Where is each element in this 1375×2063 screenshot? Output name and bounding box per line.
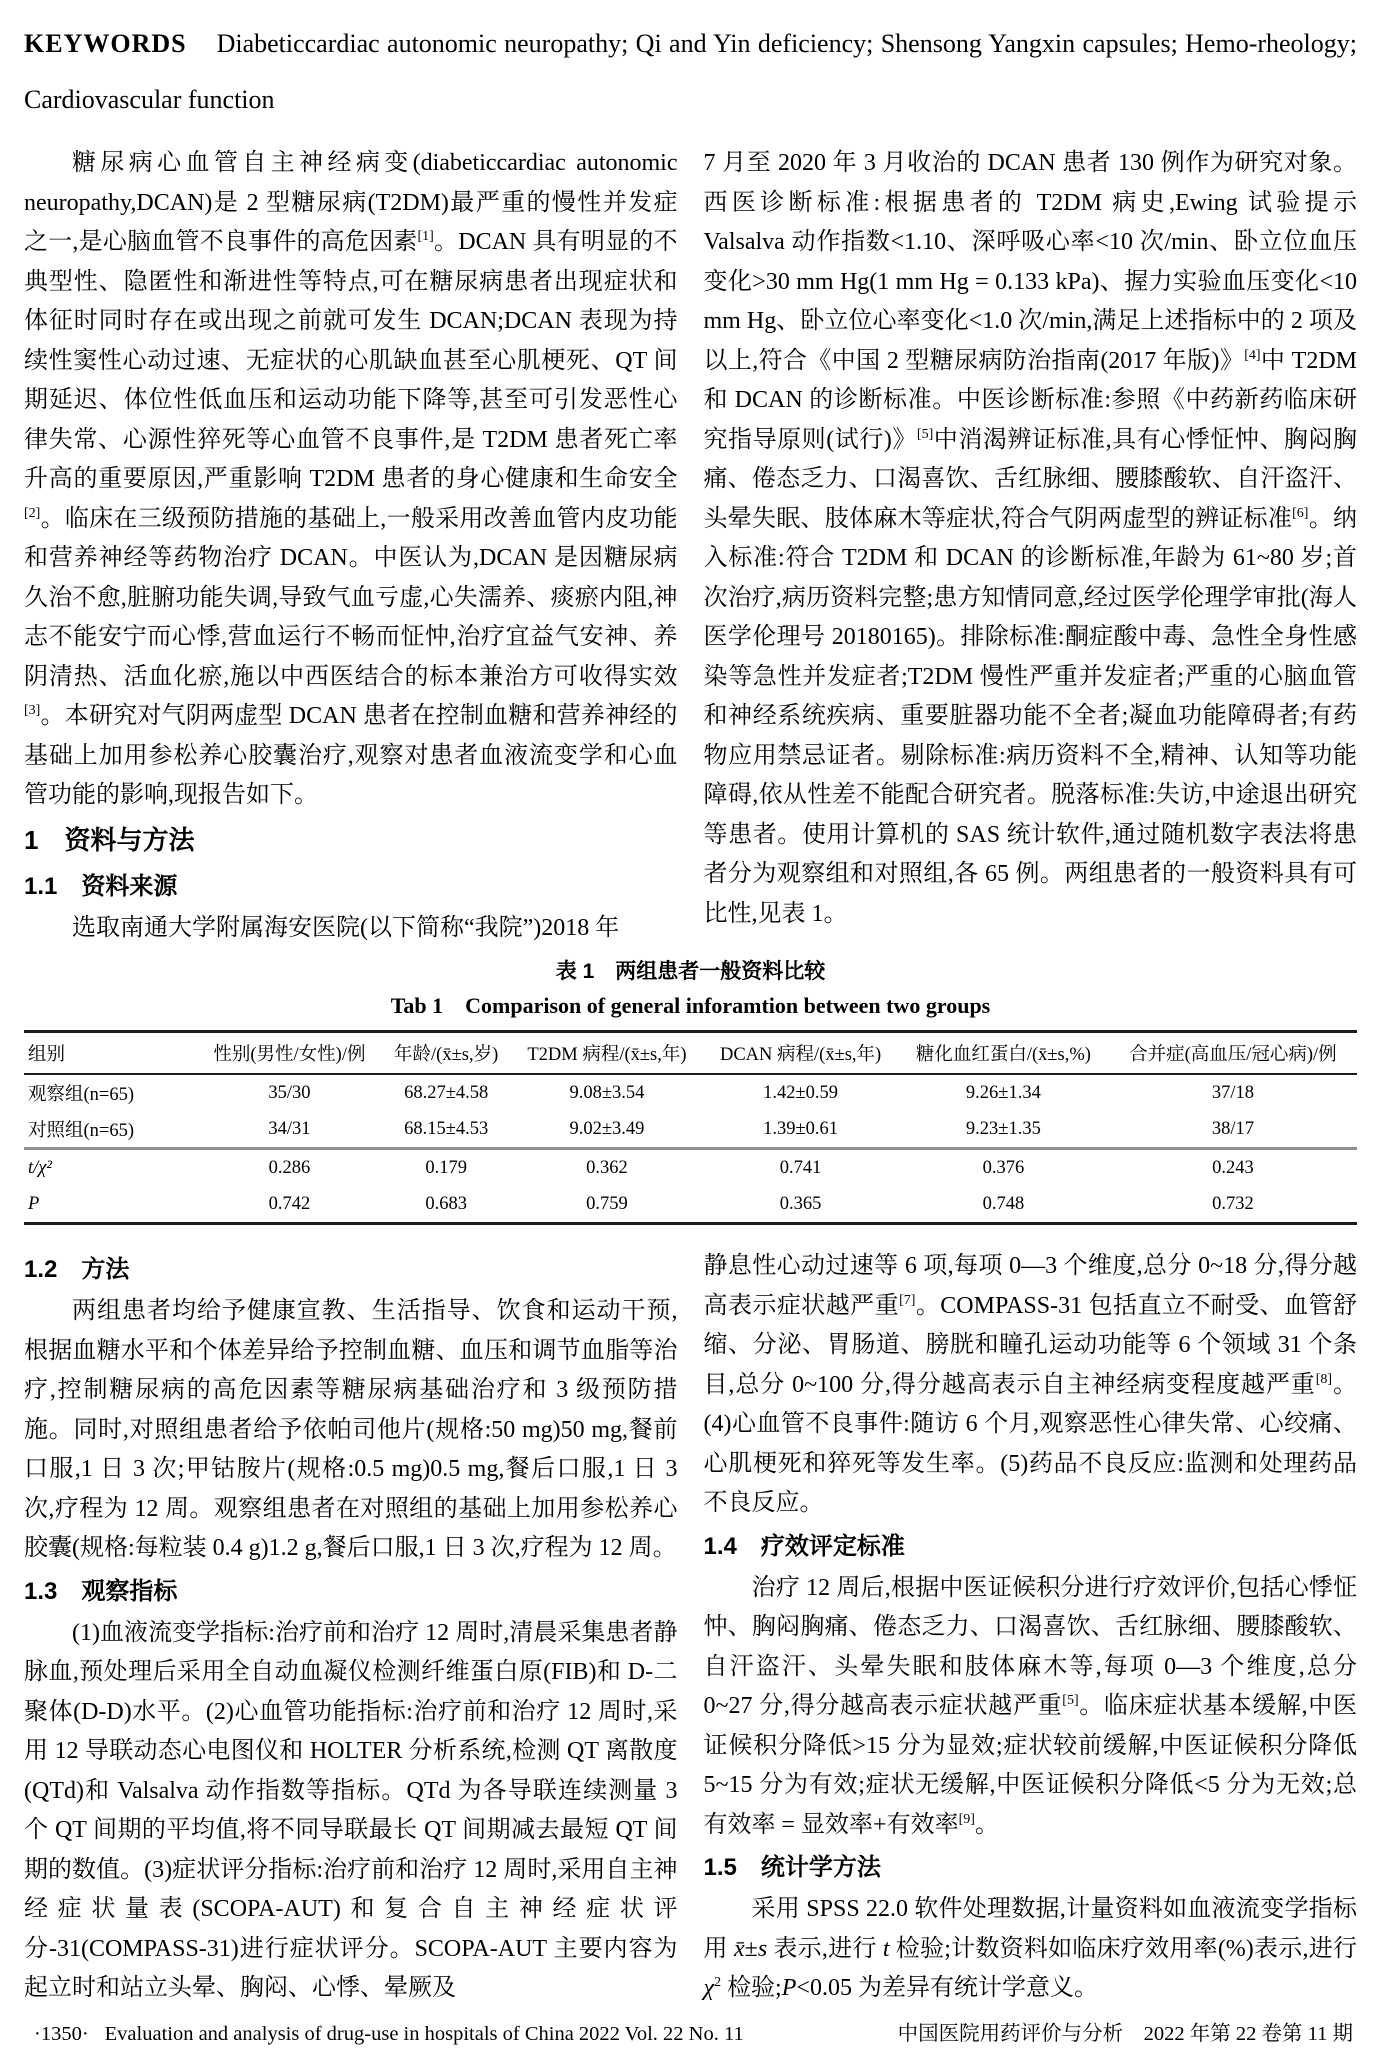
efficacy-criteria-paragraph: 治疗 12 周后,根据中医证候积分进行疗效评价,包括心悸怔忡、胸闷胸痛、倦态乏力、口渴喜饮、舌红脉细、腰膝酸软、自汗盗汗、头晕失眠和肢体麻木等,每项 0—3 个维度,总分 0~27 分,得分越高表示症状越严重[5]。临床症状基本缓解,中医证候积分降低>15 分为显效;症状较前缓解,中医证候积分降低 5~15 分为有效;症状无缓解,中医证候积分降低<5 分为无效;总有效率 = 显效率+有效率[9]。 xyxy=(703,1574,1358,1838)
intro-paragraph: 糖尿病心血管自主神经病变(diabeticcardiac autonomic neuropathy,DCAN)是 2 型糖尿病(T2DM)最严重的慢性并发症之一,是心脑血管不良事件的高危因素[1]。DCAN 具有明显的不典型性、隐匿性和渐进性等特点,可在糖尿病患者出现症状和体征时同时存在或出现之前就可发生 DCAN;DCAN 表现为持续性窦性心动过速、无症状的心肌缺血甚至心肌梗死、QT 间期延迟、体位性低血压和运动功能下降等,甚至可引发恶性心律失常、心源性猝死等心血管不良事件,是 T2DM 患者死亡率升高的重要原因,严重影响 T2DM 患者的身心健康和生命安全[2]。临床在三级预防措施的基础上,一般采用改善血管内皮功能和营养神经等药物治疗 DCAN。中医认为,DCAN 是因糖尿病久治不愈,脏腑功能失调,导致气血亏虚,心失濡养、痰瘀内阻,神志不能安宁而心悸,营血运行不畅而怔忡,治疗宜益气安神、养阴清热、活血化瘀,施以中西医结合的标本兼治方可收得实效[3]。本研究对气阴两虚型 DCAN 患者在控制血糖和营养神经的基础上加用参松养心胶囊治疗,观察对患者血液流变学和心血管功能的影响,现报告如下。 xyxy=(24,150,678,808)
cell-value: 68.27±4.58 xyxy=(404,1082,489,1103)
bottom-columns xyxy=(24,1247,1357,2009)
table-row xyxy=(24,1149,1357,1187)
table-title-en: Tab 1 Comparison of general inforamtion between two groups xyxy=(390,993,991,1018)
cell-value: 0.683 xyxy=(425,1193,467,1214)
cell-group-observation: 观察组(n=65) xyxy=(28,1085,135,1105)
statistics-paragraph: 采用 SPSS 22.0 软件处理数据,计量资料如血液流变学指标用 x̄±s 表示,进行 t 检验;计数资料如临床疗效用率(%)表示,进行 $\chi^2$ 检验;P<0.05 为差异有统计学意义。 xyxy=(703,1896,1358,2001)
keywords-label: KEYWORDS xyxy=(24,29,187,58)
top-right-column xyxy=(704,144,1358,948)
cell-value: 9.23±1.35 xyxy=(965,1118,1041,1139)
cell-value: 0.732 xyxy=(1212,1193,1254,1214)
cell-value: 0.362 xyxy=(511,1149,703,1187)
cell-value: 68.15±4.53 xyxy=(404,1118,489,1139)
cell-value: 38/17 xyxy=(1211,1118,1254,1139)
table-title-cn: 表 1 两组患者一般资料比较 xyxy=(555,960,826,983)
cell-value: 37/18 xyxy=(1211,1082,1254,1103)
top-columns xyxy=(24,144,1357,948)
column-header-t2dm-duration: T2DM 病程/(x̄±s,年) xyxy=(511,1032,703,1075)
footer-journal-cn: 中国医院用药评价与分析 2022 年第 22 卷第 11 期 xyxy=(897,2022,1353,2045)
data-source-paragraph: 选取南通大学附属海安医院(以下简称“我院”)2018 年 xyxy=(72,914,620,941)
section-heading-1-2: 1.2 方法 xyxy=(24,1256,130,1283)
cell-value: 1.39±0.61 xyxy=(763,1118,839,1139)
column-header-comorbidity: 合并症(高血压/冠心病)/例 xyxy=(1109,1032,1357,1075)
cell-value: 0.741 xyxy=(703,1149,898,1187)
observation-indicators-paragraph: (1)血液流变学指标:治疗前和治疗 12 周时,清晨采集患者静脉血,预处理后采用全自动血凝仪检测纤维蛋白原(FIB)和 D-二聚体(D-D)水平。(2)心血管功能指标:治疗前和治疗 12 周时,采用 12 导联动态心电图仪和 HOLTER 分析系统,检测 QT 离散度(QTd)和 Valsalva 动作指数等指标。QTd 为各导联连续测量 3 个 QT 间期的平均值,将不同导联最长 QT 间期减去最短 QT 间期的数值。(3)症状评分指标:治疗前和治疗 12 周时,采用自主神经症状量表(SCOPA-AUT)和复合自主神经症状评分-31(COMPASS-31)进行症状评分。SCOPA-AUT 主要内容为起立时和站立头晕、胸闷、心悸、晕厥及 xyxy=(24,1619,678,2001)
cell-value: 34/31 xyxy=(268,1118,311,1139)
cell-statistic-label: t/χ² xyxy=(24,1149,197,1187)
cell-group-control: 对照组(n=65) xyxy=(28,1121,135,1141)
cell-value: 0.376 xyxy=(898,1149,1109,1187)
keywords-text: Diabeticcardiac autonomic neuropathy; Qi and Yin deficiency; Shensong Yangxin capsules; Hemo-rheology; Cardiovascular function xyxy=(24,29,1357,114)
cell-value: 9.02±3.49 xyxy=(569,1118,645,1139)
table-section xyxy=(24,956,1357,1225)
general-information-table xyxy=(24,1030,1357,1225)
cell-value: 9.26±1.34 xyxy=(965,1082,1041,1103)
cell-value: 9.08±3.54 xyxy=(569,1082,645,1103)
cell-value: 0.243 xyxy=(1109,1149,1357,1187)
column-header-sex: 性别(男性/女性)/例 xyxy=(197,1032,381,1075)
section-heading-1-3: 1.3 观察指标 xyxy=(24,1577,178,1605)
cell-value: 1.42±0.59 xyxy=(763,1082,839,1103)
cell-value: 0.286 xyxy=(197,1149,381,1187)
bottom-right-column xyxy=(704,1247,1358,2009)
observation-indicators-continued-paragraph: 静息性心动过速等 6 项,每项 0—3 个维度,总分 0~18 分,得分越高表示症状越严重[7]。COMPASS-31 包括直立不耐受、血管舒缩、分泌、胃肠道、膀胱和瞳孔运动功能等 6 个领域 31 个条目,总分 0~100 分,得分越高表示自主神经病变程度越严重[8]。(4)心血管不良事件:随访 6 个月,观察恶性心律失常、心绞痛、心肌梗死和猝死等发生率。(5)药品不良反应:监测和处理药品不良反应。 xyxy=(703,1253,1358,1516)
footer-journal-en: Evaluation and analysis of drug-use in hospitals of China 2022 Vol. 22 No. 11 xyxy=(104,2022,744,2045)
page-footer xyxy=(24,2009,1357,2063)
footer-left xyxy=(34,2019,744,2049)
cell-value: 0.365 xyxy=(779,1193,822,1214)
keywords-paragraph xyxy=(24,16,1357,128)
column-header-group: 组别 xyxy=(24,1032,197,1075)
top-left-column xyxy=(24,144,678,948)
page-number: ·1350· xyxy=(34,2022,89,2045)
column-header-dcan-duration: DCAN 病程/(x̄±s,年) xyxy=(703,1032,898,1075)
methods-paragraph: 两组患者均给予健康宣教、生活指导、饮食和运动干预,根据血糖水平和个体差异给予控制血糖、血压和调节血脂等治疗,控制糖尿病的高危因素等糖尿病基础治疗和 3 级预防措施。同时,对照组患者给予依帕司他片(规格:50 mg)50 mg,餐前口服,1 日 3 次;甲钴胺片(规格:0.5 mg)0.5 mg,餐后口服,1 日 3 次,疗程为 12 周。观察组患者在对照组的基础上加用参松养心胶囊(规格:每粒装 0.4 g)1.2 g,餐后口服,1 日 3 次,疗程为 12 周。 xyxy=(24,1298,678,1561)
bottom-left-column xyxy=(24,1247,678,2009)
diagnosis-criteria-paragraph: 7 月至 2020 年 3 月收治的 DCAN 患者 130 例作为研究对象。西医诊断标准:根据患者的 T2DM 病史,Ewing 试验提示 Valsalva 动作指数<1.10、深呼吸心率<10 次/min、卧立位血压变化>30 mm Hg(1 mm Hg = 0.133 kPa)、握力实验血压变化<10 mm Hg、卧立位心率变化<1.0 次/min,满足上述指标中的 2 项及以上,符合《中国 2 型糖尿病防治指南(2017 年版)》[4]中 T2DM 和 DCAN 的诊断标准。中医诊断标准:参照《中药新药临床研究指导原则(试行)》[5]中消渴辨证标准,具有心悸怔忡、胸闷胸痛、倦态乏力、口渴喜饮、舌红脉细、腰膝酸软、自汗盗汗、头晕失眠、肢体麻木等症状,符合气阴两虚型的辨证标准[6]。纳入标准:符合 T2DM 和 DCAN 的诊断标准,年龄为 61~80 岁;首次治疗,病历资料完整;患方知情同意,经过医学伦理学审批(海人医学伦理号 20180165)。排除标准:酮症酸中毒、急性全身性感染等急性并发症者;T2DM 慢性严重并发症者;严重的心脑血管和神经系统疾病、重要脏器功能不全者;凝血功能障碍者;有药物应用禁忌证者。剔除标准:病历资料不全,精神、认知等功能障碍,依从性差不能配合研究者。脱落标准:失访,中途退出研究等患者。使用计算机的 SAS 统计软件,通过随机数字表法将患者分为观察组和对照组,各 65 例。两组患者的一般资料具有可比性,见表 1。 xyxy=(703,150,1358,927)
section-heading-1-1: 1.1 资料来源 xyxy=(24,872,178,900)
table-row xyxy=(24,1074,1357,1111)
cell-value: 0.748 xyxy=(982,1193,1025,1214)
cell-pvalue-label: P xyxy=(28,1193,40,1214)
cell-value: 0.759 xyxy=(586,1193,628,1214)
column-header-hba1c: 糖化血红蛋白/(x̄±s,%) xyxy=(898,1032,1109,1075)
cell-value: 0.742 xyxy=(268,1193,311,1214)
column-header-age: 年龄/(x̄±s,岁) xyxy=(382,1032,511,1075)
section-heading-1: 1 资料与方法 xyxy=(24,824,195,855)
table-header-row xyxy=(24,1032,1357,1075)
cell-value: 35/30 xyxy=(268,1082,311,1103)
table-row xyxy=(24,1111,1357,1149)
section-heading-1-5: 1.5 统计学方法 xyxy=(703,1854,881,1881)
section-heading-1-4: 1.4 疗效评定标准 xyxy=(703,1532,905,1560)
table-row xyxy=(24,1186,1357,1224)
cell-value: 0.179 xyxy=(382,1149,511,1187)
